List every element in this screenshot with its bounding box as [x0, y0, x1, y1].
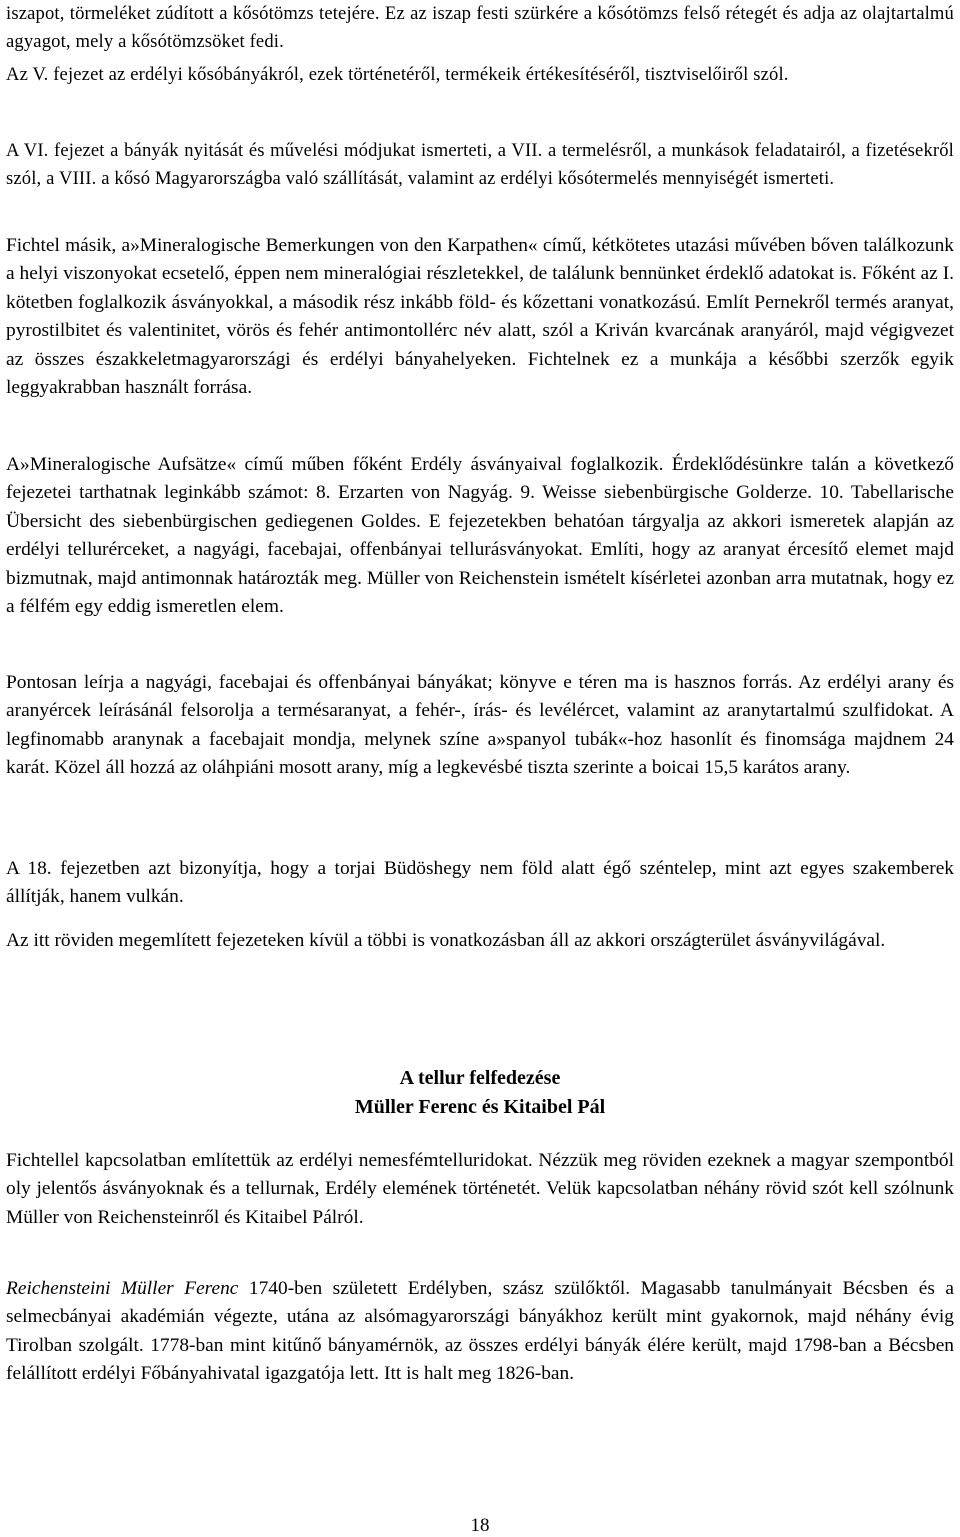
page-number: 18	[470, 1515, 490, 1536]
paragraph-fichtel-aufsatze: A»Mineralogische Aufsätze« című műben főként Erdély ásványaival foglalkozik. Érdeklődésünkre talán a következő fejezetei tarthatnak leginkább számot: 8. Erzarten von Nagyág. 9. Weisse siebenbürgische Golderze. 10. Tabellarische Übersicht des siebenbürgischen gediegenen Goldes. E fejezetekben behatóan tárgyalja az akkori ismeretek alapján az erdélyi tellurérceket, a nagyági, facebajai, offenbányai tellurásványokat. Említi, hogy az aranyat ércesítő elemet majd bizmutnak, majd antimonnak határozták meg. Müller von Reichenstein ismételt kísérletei azonban arra mutatnak, hogy ez a félfém egy eddig ismeretlen elem.	[6, 454, 954, 618]
paragraph-nagyag-mines: Pontosan leírja a nagyági, facebajai és offenbányai bányákat; könyve e téren ma is hasznos forrás. Az erdélyi arany és aranyércek leírásánál felsorolja a termésaranyat, a fehér-, írás- és levélércet, valamint az aranytartalmú szulfidokat. A legfinomabb aranynak a facebajait mondja, melynek színe a»spanyol tubák«-hoz hasonlít és finomsága majdnem 24 karát. Közel áll hozzá az oláhpiáni mosott arany, míg a legkevésbé tiszta szerinte a boicai 15,5 karátos arany.	[6, 672, 954, 779]
paragraph-chapter-v: Az V. fejezet az erdélyi kősóbányákról, ezek történetéről, termékeik értékesítéséről, tisztviselőiről szól.	[6, 64, 789, 85]
person-name: Reichensteini Müller Ferenc	[6, 1278, 239, 1299]
section-title: A tellur felfedezése	[399, 1067, 561, 1089]
section-subtitle: Müller Ferenc és Kitaibel Pál	[354, 1096, 606, 1118]
paragraph-chapter-18: A 18. fejezetben azt bizonyítja, hogy a torjai Büdöshegy nem föld alatt égő széntelep, mint azt egyes szakemberek állítják, hanem vulkán.	[6, 858, 954, 908]
biography-text: 1740-ben született Erdélyben, szász szülőktől. Magasabb tanulmányait Bécsben és a selmecbányai akadémián végezte, utána az alsómagyarországi bányákhoz került mint gyakornok, majd néhány évig Tirolban szolgált. 1778-ban mint kitűnő bányamérnök, az összes erdélyi bányák élére került, majd 1798-ban a Bécsben felállított erdélyi Főbányahivatal igazgatója lett. Itt is halt meg 1826-ban.	[6, 1278, 955, 1385]
paragraph-chapter-vi: A VI. fejezet a bányák nyitását és művelési módjukat ismerteti, a VII. a termelésről, a munkások feladatairól, a fizetésekről szól, a VIII. a kősó Magyarországba való szállítását, valamint az erdélyi kősótermelés mennyiségét ismerteti.	[6, 140, 954, 190]
paragraph-other-chapters: Az itt röviden megemlített fejezeteken kívül a többi is vonatkozásban áll az akkori országterület ásványvilágával.	[6, 930, 886, 951]
paragraph-fichtel-bemerkungen: Fichtel másik, a»Mineralogische Bemerkungen von den Karpathen« című, kétkötetes utazási művében bőven találkozunk a helyi viszonyokat ecsetelő, éppen nem mineralógiai részletekkel, de találunk bennünket érdeklő adatokat is. Főként az I. kötetben foglalkozik ásványokkal, a második rész inkább föld- és kőzettani vonatkozású. Említ Pernekről termés aranyat, pyrostilbitet és valentinitet, vörös és fehér antimontollérc név alatt, szól a Kriván kvarcának aranyáról, majd végigvezet az összes északkeletmagyarországi és erdélyi bányahelyeken. Fichtelnek ez a munkája a későbbi szerzők egyik leggyakrabban használt forrása.	[6, 235, 954, 399]
paragraph-muller-biography	[6, 1275, 954, 1389]
paragraph-intro: iszapot, törmeléket zúdított a kősótömzs tetejére. Ez az iszap festi szürkére a kősótömzs felső rétegét és adja az olajtartalmú agyagot, mely a kősótömzsöket fedi.	[6, 3, 954, 53]
paragraph-fichtel-tellurides: Fichtellel kapcsolatban említettük az erdélyi nemesfémtelluridokat. Nézzük meg röviden ezeknek a magyar szempontból oly jelentős ásványoknak és a tellurnak, Erdély elemének történetét. Velük kapcsolatban néhány rövid szót kell szólnunk Müller von Reichensteinről és Kitaibel Pálról.	[6, 1150, 954, 1228]
